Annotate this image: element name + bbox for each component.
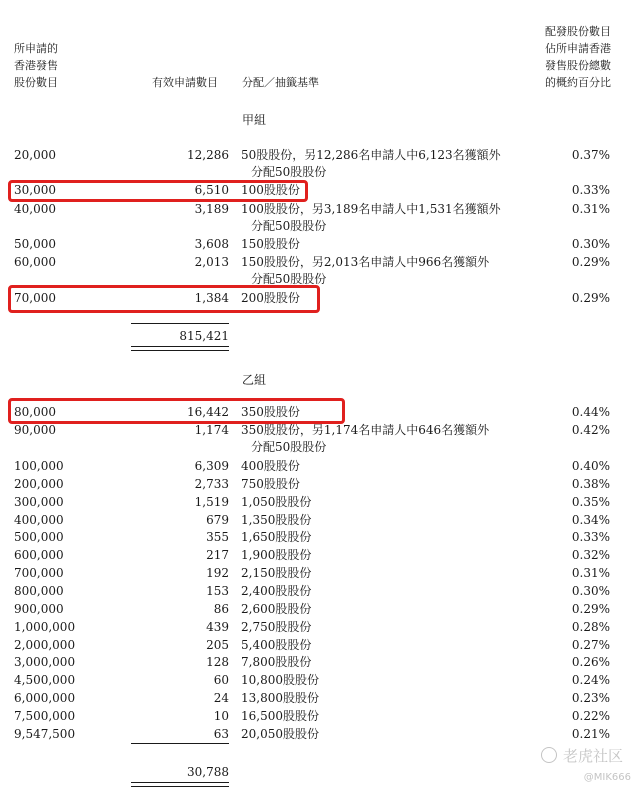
allocation-basis-line2: 分配50股股份 [251,165,327,179]
shares-applied-cell: 2,000,000 [14,638,76,652]
shares-applied-cell: 80,000 [14,405,56,419]
shares-applied-cell: 300,000 [14,495,64,509]
allocation-basis-line1: 1,650股股份 [241,530,312,544]
percentage-cell: 0.31% [571,566,610,580]
percentage-cell: 0.35% [571,495,610,509]
valid-applications-cell: 1,519 [194,495,229,509]
valid-applications-cell: 10 [213,709,229,723]
percentage-cell: 0.42% [571,423,610,437]
shares-applied-cell: 60,000 [14,255,56,269]
total-double-line-b [131,782,229,787]
valid-applications-cell: 2,013 [194,255,229,269]
allocation-basis-line1: 100股股份，另3,189名申請人中1,531名獲額外 [241,202,501,216]
allocation-basis-line2: 分配50股股份 [251,272,327,286]
allocation-basis-cell [241,422,489,456]
valid-applications-cell: 24 [213,691,229,705]
allocation-basis-line1: 7,800股股份 [241,655,312,669]
allocation-basis-cell [241,476,300,493]
allocation-basis-line1: 150股股份 [241,237,300,251]
valid-applications-cell: 6,309 [194,459,229,473]
valid-applications-cell: 60 [213,673,229,687]
watermark-user: @MIK666 [583,772,631,783]
percentage-cell: 0.33% [571,183,610,197]
shares-applied-cell: 50,000 [14,237,56,251]
percentage-cell: 0.27% [571,638,610,652]
percentage-cell: 0.44% [571,405,610,419]
valid-applications-cell: 63 [213,727,229,741]
valid-applications-cell: 679 [206,513,229,527]
percentage-cell: 0.34% [571,513,610,527]
shares-applied-cell: 20,000 [14,148,56,162]
allocation-basis-line1: 400股股份 [241,459,300,473]
percentage-cell: 0.29% [571,602,610,616]
percentage-cell: 0.40% [571,459,610,473]
shares-applied-cell: 40,000 [14,202,56,216]
allocation-basis-cell [241,147,501,181]
allocation-basis-line2: 分配50股股份 [251,440,327,454]
allocation-basis-cell [241,254,489,288]
total-double-line-a [131,346,229,351]
highlight-box-70000 [8,285,320,313]
allocation-basis-cell [241,236,300,253]
allocation-basis-line1: 5,400股股份 [241,638,312,652]
valid-applications-cell: 439 [206,620,229,634]
shares-applied-cell: 1,000,000 [14,620,76,634]
header-col-valid: 有效申請數目 [152,76,218,89]
allocation-basis-line1: 350股股份 [241,405,300,419]
subtotal-line-b [131,743,229,744]
allocation-basis-line1: 2,400股股份 [241,584,312,598]
allocation-basis-cell [241,494,311,511]
percentage-cell: 0.29% [571,291,610,305]
allocation-basis-line1: 10,800股股份 [241,673,319,687]
header-pct-line: 發售股份總數 [545,59,611,72]
allocation-basis-line1: 20,050股股份 [241,727,319,741]
allocation-basis-cell [241,708,319,725]
header-pct-line: 的概約百分比 [545,76,611,89]
valid-applications-cell: 16,442 [187,405,229,419]
header-apply-line: 股份數目 [14,76,58,89]
valid-applications-cell: 6,510 [194,183,229,197]
percentage-cell: 0.30% [571,237,610,251]
header-apply-line: 所申請的 [14,42,58,55]
allocation-basis-line1: 16,500股股份 [241,709,319,723]
percentage-cell: 0.22% [571,709,610,723]
header-col-basis: 分配／抽籤基準 [242,76,319,89]
valid-applications-cell: 1,384 [194,291,229,305]
percentage-cell: 0.28% [571,620,610,634]
header-pct-line: 配發股份數目 [545,25,611,38]
header-apply-line: 香港發售 [14,59,58,72]
allocation-basis-cell [241,619,311,636]
percentage-cell: 0.33% [571,530,610,544]
allocation-basis-cell [241,690,319,707]
allocation-basis-line1: 2,600股股份 [241,602,312,616]
allocation-basis-cell [241,565,311,582]
shares-applied-cell: 30,000 [14,183,56,197]
shares-applied-cell: 100,000 [14,459,64,473]
allocation-basis-line1: 750股股份 [241,477,300,491]
allocation-basis-cell [241,458,300,475]
valid-applications-cell: 128 [206,655,229,669]
header-col-apply [14,40,58,91]
shares-applied-cell: 600,000 [14,548,64,562]
allocation-basis-cell [241,637,311,654]
shares-applied-cell: 6,000,000 [14,691,76,705]
valid-applications-cell: 192 [206,566,229,580]
valid-applications-cell: 153 [206,584,229,598]
valid-applications-cell: 2,733 [194,477,229,491]
allocation-basis-cell [241,654,311,671]
valid-applications-cell: 3,189 [194,202,229,216]
valid-applications-cell: 217 [206,548,229,562]
allocation-basis-line1: 100股股份 [241,183,300,197]
tiger-logo-icon [541,747,557,763]
group-a-label: 甲組 [242,113,267,127]
shares-applied-cell: 7,500,000 [14,709,76,723]
valid-applications-cell: 3,608 [194,237,229,251]
percentage-cell: 0.23% [571,691,610,705]
group-b-label: 乙組 [242,373,267,387]
allocation-basis-line1: 2,750股股份 [241,620,312,634]
shares-applied-cell: 90,000 [14,423,56,437]
valid-applications-cell: 355 [206,530,229,544]
percentage-cell: 0.29% [571,255,610,269]
allocation-basis-line1: 150股股份，另2,013名申請人中966名獲額外 [241,255,490,269]
allocation-basis-line1: 350股股份，另1,174名申請人中646名獲額外 [241,423,490,437]
allocation-basis-line2: 分配50股股份 [251,219,327,233]
allocation-basis-line1: 50股股份，另12,286名申請人中6,123名獲額外 [241,148,501,162]
allocation-basis-line1: 200股股份 [241,291,300,305]
allocation-basis-line1: 2,150股股份 [241,566,312,580]
shares-applied-cell: 70,000 [14,291,56,305]
shares-applied-cell: 9,547,500 [14,727,76,741]
shares-applied-cell: 4,500,000 [14,673,76,687]
valid-applications-cell: 205 [206,638,229,652]
percentage-cell: 0.38% [571,477,610,491]
header-col-pct [545,23,611,91]
allocation-basis-cell [241,547,311,564]
percentage-cell: 0.32% [571,548,610,562]
shares-applied-cell: 3,000,000 [14,655,76,669]
shares-applied-cell: 400,000 [14,513,64,527]
shares-applied-cell: 800,000 [14,584,64,598]
percentage-cell: 0.24% [571,673,610,687]
percentage-cell: 0.26% [571,655,610,669]
watermark-logo: 老虎社区 [562,747,623,765]
percentage-cell: 0.21% [571,727,610,741]
allocation-basis-line1: 13,800股股份 [241,691,319,705]
group-a-total: 815,421 [179,329,229,343]
valid-applications-cell: 1,174 [194,423,229,437]
allocation-basis-line1: 1,050股股份 [241,495,312,509]
percentage-cell: 0.37% [571,148,610,162]
shares-applied-cell: 500,000 [14,530,64,544]
allocation-basis-cell [241,583,311,600]
allocation-basis-cell [241,601,311,618]
allocation-basis-cell [241,726,319,743]
shares-applied-cell: 200,000 [14,477,64,491]
shares-applied-cell: 900,000 [14,602,64,616]
allocation-basis-cell [241,672,319,689]
highlight-box-30000 [8,180,308,202]
allocation-basis-cell [241,512,311,529]
allocation-basis-cell [241,201,501,235]
shares-applied-cell: 700,000 [14,566,64,580]
valid-applications-cell: 12,286 [187,148,229,162]
group-b-total: 30,788 [187,765,229,779]
valid-applications-cell: 86 [213,602,229,616]
header-pct-line: 佔所申請香港 [545,42,611,55]
allocation-basis-line1: 1,350股股份 [241,513,312,527]
allocation-basis-line1: 1,900股股份 [241,548,312,562]
percentage-cell: 0.31% [571,202,610,216]
allocation-basis-cell [241,529,311,546]
percentage-cell: 0.30% [571,584,610,598]
subtotal-line-a [131,323,229,324]
highlight-box-80000 [8,398,345,424]
